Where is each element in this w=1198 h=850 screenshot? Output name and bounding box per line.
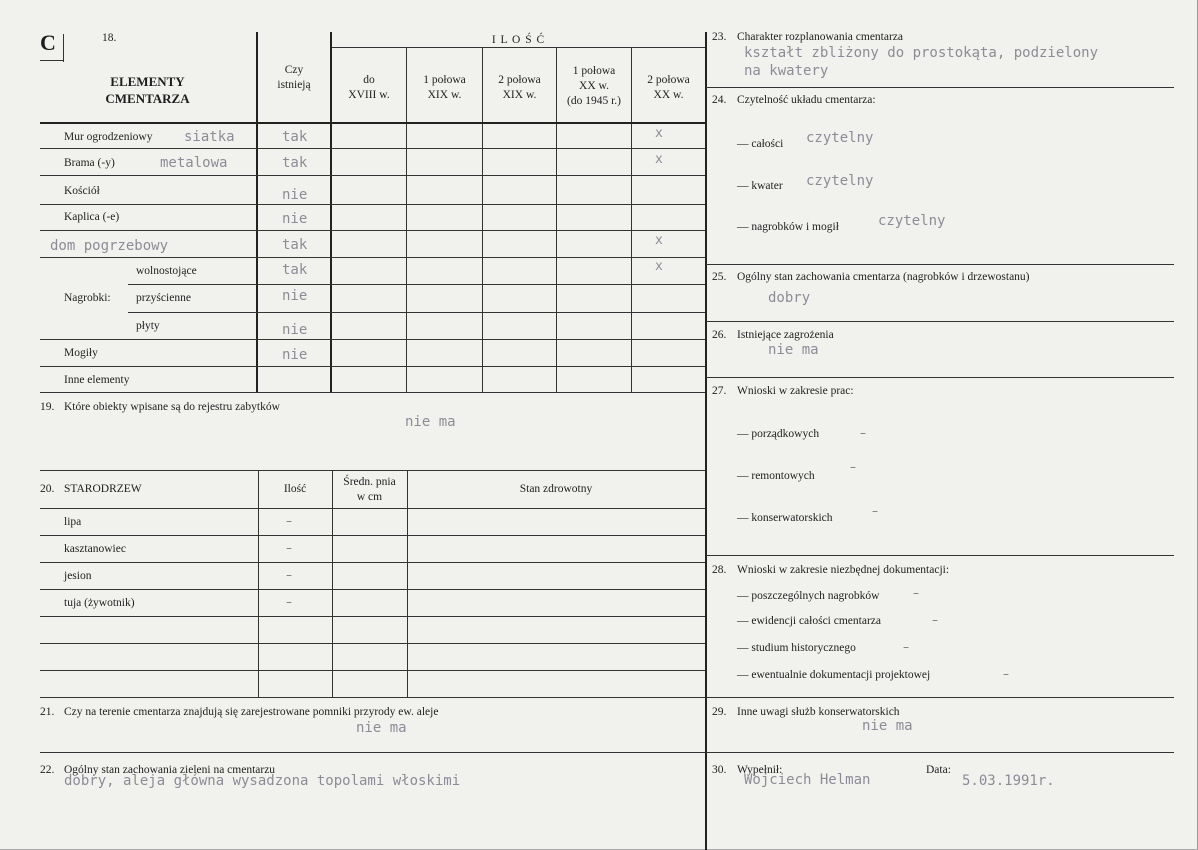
s20-number: 20. xyxy=(40,483,55,495)
ilosc-underline xyxy=(332,47,705,48)
section-line xyxy=(40,697,705,698)
s19-label: Które obiekty wpisane są do rejestru zabytków xyxy=(64,401,280,413)
s27-item-label: — porządkowych xyxy=(737,428,820,440)
tree-name: tuja (żywotnik) xyxy=(64,597,135,609)
s20-col-ilosc: Ilość xyxy=(283,483,307,495)
tree-name: kasztanowiec xyxy=(64,543,126,555)
row-mogily-label: Mogiły xyxy=(64,347,98,359)
section-line xyxy=(40,752,705,753)
row-przysc-exists: nie xyxy=(282,288,308,304)
tree-qty: – xyxy=(286,541,292,555)
nagrobki-label: Nagrobki: xyxy=(64,292,111,304)
s25-label: Ogólny stan zachowania cmentarza (nagrobków i drzewostanu) xyxy=(737,271,1030,283)
s28-item-dash: – xyxy=(932,613,938,627)
tree-qty: – xyxy=(286,595,292,609)
s22-label: Ogólny stan zachowania zieleni na cmentarzu xyxy=(64,764,276,776)
col-czy-1: Czy xyxy=(284,64,304,76)
s27-item-label: — konserwatorskich xyxy=(737,512,833,524)
row-mogily-exists: nie xyxy=(282,347,308,363)
s22-typed: dobry, aleja główna wysadzona topolami włoskimi xyxy=(64,773,461,789)
period-5-l2: XX w. xyxy=(653,89,684,101)
s29-typed: nie ma xyxy=(862,718,913,734)
row-line xyxy=(40,148,705,149)
col-ilosc: I L O Ś Ć xyxy=(491,34,546,46)
row-plyty-exists: nie xyxy=(282,322,308,338)
period-4-l1: 1 połowa xyxy=(572,65,616,77)
row-line xyxy=(40,670,705,671)
tree-qty: – xyxy=(286,514,292,528)
period-1-l1: do xyxy=(363,74,375,86)
row-mur-label: Mur ogrodzeniowy xyxy=(64,131,153,143)
s24-item-label: — kwater xyxy=(737,180,783,192)
s19-number: 19. xyxy=(40,401,55,413)
s28-item-label: — studium historycznego xyxy=(737,642,856,654)
s28-item-label: — poszczególnych nagrobków xyxy=(737,590,880,602)
row-line xyxy=(128,312,705,313)
s21-number: 21. xyxy=(40,706,55,718)
s28-item-label: — ewidencji całości cmentarza xyxy=(737,615,881,627)
row-line xyxy=(40,204,705,205)
section-line xyxy=(706,377,1174,378)
s30-date: 5.03.1991r. xyxy=(962,773,1055,789)
s21-label: Czy na terenie cmentarza znajdują się zarejestrowane pomniki przyrody ew. aleje xyxy=(64,706,439,718)
row-line xyxy=(40,562,705,563)
section-line xyxy=(706,87,1174,88)
s26-typed: nie ma xyxy=(768,342,819,358)
s28-number: 28. xyxy=(712,564,727,576)
row-inne-label: Inne elementy xyxy=(64,374,130,386)
row-mur-mark: x xyxy=(655,126,663,141)
s28-item-dash: – xyxy=(913,586,919,600)
row-line xyxy=(40,589,705,590)
row-brama-label: Brama (-y) xyxy=(64,157,115,169)
section-line xyxy=(706,752,1174,753)
s20-col-sredn-1: Średn. pnia xyxy=(343,476,396,488)
s24-item-typed: czytelny xyxy=(806,130,874,146)
s28-item-label: — ewentualnie dokumentacji projektowej xyxy=(737,669,931,681)
s26-number: 26. xyxy=(712,329,727,341)
row-brama-typed: metalowa xyxy=(160,155,228,171)
tree-name: jesion xyxy=(64,570,92,582)
s24-number: 24. xyxy=(712,94,727,106)
row-wolno-mark: x xyxy=(655,259,663,274)
col-czy-2: istnieją xyxy=(277,79,311,91)
row-dom-typed: dom pogrzebowy xyxy=(50,238,169,254)
row-dom-exists: tak xyxy=(282,237,308,253)
period-2-l2: XIX w. xyxy=(427,89,462,101)
divider-col-tree-diam xyxy=(332,471,333,697)
s27-label: Wnioski w zakresie prac: xyxy=(737,385,854,397)
s23-typed-1: kształt zbliżony do prostokąta, podzielony xyxy=(744,45,1099,61)
row-kaplica-exists: nie xyxy=(282,211,308,227)
s27-number: 27. xyxy=(712,385,727,397)
letter-bar xyxy=(63,34,64,62)
row-line xyxy=(40,339,705,340)
s21-typed: nie ma xyxy=(356,720,407,736)
row-wolno-exists: tak xyxy=(282,262,308,278)
s23-label: Charakter rozplanowania cmentarza xyxy=(737,31,904,43)
row-brama-mark: x xyxy=(655,152,663,167)
letter-underline xyxy=(40,60,64,61)
s20-col-stan: Stan zdrowotny xyxy=(519,483,593,495)
period-2-l1: 1 połowa xyxy=(423,74,466,86)
row-line xyxy=(40,535,705,536)
s29-number: 29. xyxy=(712,706,727,718)
period-4-l3: (do 1945 r.) xyxy=(567,95,621,107)
s26-label: Istniejące zagrożenia xyxy=(737,329,834,341)
row-kosciol-exists: nie xyxy=(282,187,308,203)
row-line xyxy=(128,284,705,285)
s25-number: 25. xyxy=(712,271,727,283)
row-kaplica-label: Kaplica (-e) xyxy=(64,211,120,223)
row-brama-exists: tak xyxy=(282,155,308,171)
s20-title: STARODRZEW xyxy=(64,483,142,495)
divider-col-tree-qty xyxy=(258,471,259,697)
s24-label: Czytelność układu cmentarza: xyxy=(737,94,876,106)
section-18-number: 18. xyxy=(102,32,117,44)
row-line xyxy=(40,366,705,367)
s19-typed: nie ma xyxy=(405,414,456,430)
period-3-l2: XIX w. xyxy=(502,89,537,101)
row-plyty-label: płyty xyxy=(136,320,160,332)
row-line xyxy=(40,230,705,231)
row-przysc-label: przyścienne xyxy=(136,292,191,304)
section-line xyxy=(706,555,1174,556)
row-line xyxy=(40,616,705,617)
s28-item-dash: – xyxy=(903,640,909,654)
row-kosciol-label: Kościół xyxy=(64,185,100,197)
row-wolno-label: wolnostojące xyxy=(136,265,197,277)
row-mur-exists: tak xyxy=(282,129,308,145)
row-mur-typed: siatka xyxy=(184,129,235,145)
s24-item-label: — całości xyxy=(737,138,784,150)
s25-typed: dobry xyxy=(768,290,811,306)
section-line xyxy=(706,321,1174,322)
s24-item-typed: czytelny xyxy=(806,173,874,189)
s30-filled-label: Wypełnił: xyxy=(737,764,783,776)
tree-name: lipa xyxy=(64,516,82,528)
divider-main-vertical xyxy=(705,32,707,850)
s30-date-label: Data: xyxy=(926,764,951,776)
s20-col-sredn-2: w cm xyxy=(356,491,383,503)
row-line xyxy=(40,643,705,644)
s28-item-dash: – xyxy=(1003,667,1009,681)
elements-title-1: ELEMENTY xyxy=(110,74,185,89)
s22-number: 22. xyxy=(40,764,55,776)
row-line xyxy=(40,257,705,258)
s24-item-label: — nagrobków i mogił xyxy=(737,221,839,233)
divider-col-tree-health xyxy=(407,471,408,697)
section-line xyxy=(40,470,705,471)
elements-title-2: CMENTARZA xyxy=(105,91,190,106)
tree-qty: – xyxy=(286,568,292,582)
section-line xyxy=(706,697,1174,698)
period-3-l1: 2 połowa xyxy=(498,74,541,86)
form-letter: C xyxy=(40,30,56,55)
s27-item-dash: – xyxy=(850,460,856,474)
s24-item-typed: czytelny xyxy=(878,213,946,229)
s30-number: 30. xyxy=(712,764,727,776)
section-line xyxy=(706,264,1174,265)
s27-item-dash: – xyxy=(860,426,866,440)
row-dom-mark: x xyxy=(655,233,663,248)
period-1-l2: XVIII w. xyxy=(348,89,390,101)
row-line xyxy=(40,175,705,176)
s23-number: 23. xyxy=(712,31,727,43)
row-line xyxy=(40,508,705,509)
row-line xyxy=(40,392,705,393)
s23-typed-2: na kwatery xyxy=(744,63,829,79)
period-4-l2: XX w. xyxy=(579,80,609,92)
s27-item-dash: – xyxy=(872,504,878,518)
s30-filled-by: Wojciech Helman xyxy=(744,772,871,788)
s29-label: Inne uwagi służb konserwatorskich xyxy=(737,706,900,718)
period-5-l1: 2 połowa xyxy=(647,74,690,86)
s27-item-label: — remontowych xyxy=(737,470,815,482)
header-bottom-line xyxy=(40,122,705,124)
s28-label: Wnioski w zakresie niezbędnej dokumentacji: xyxy=(737,564,950,576)
